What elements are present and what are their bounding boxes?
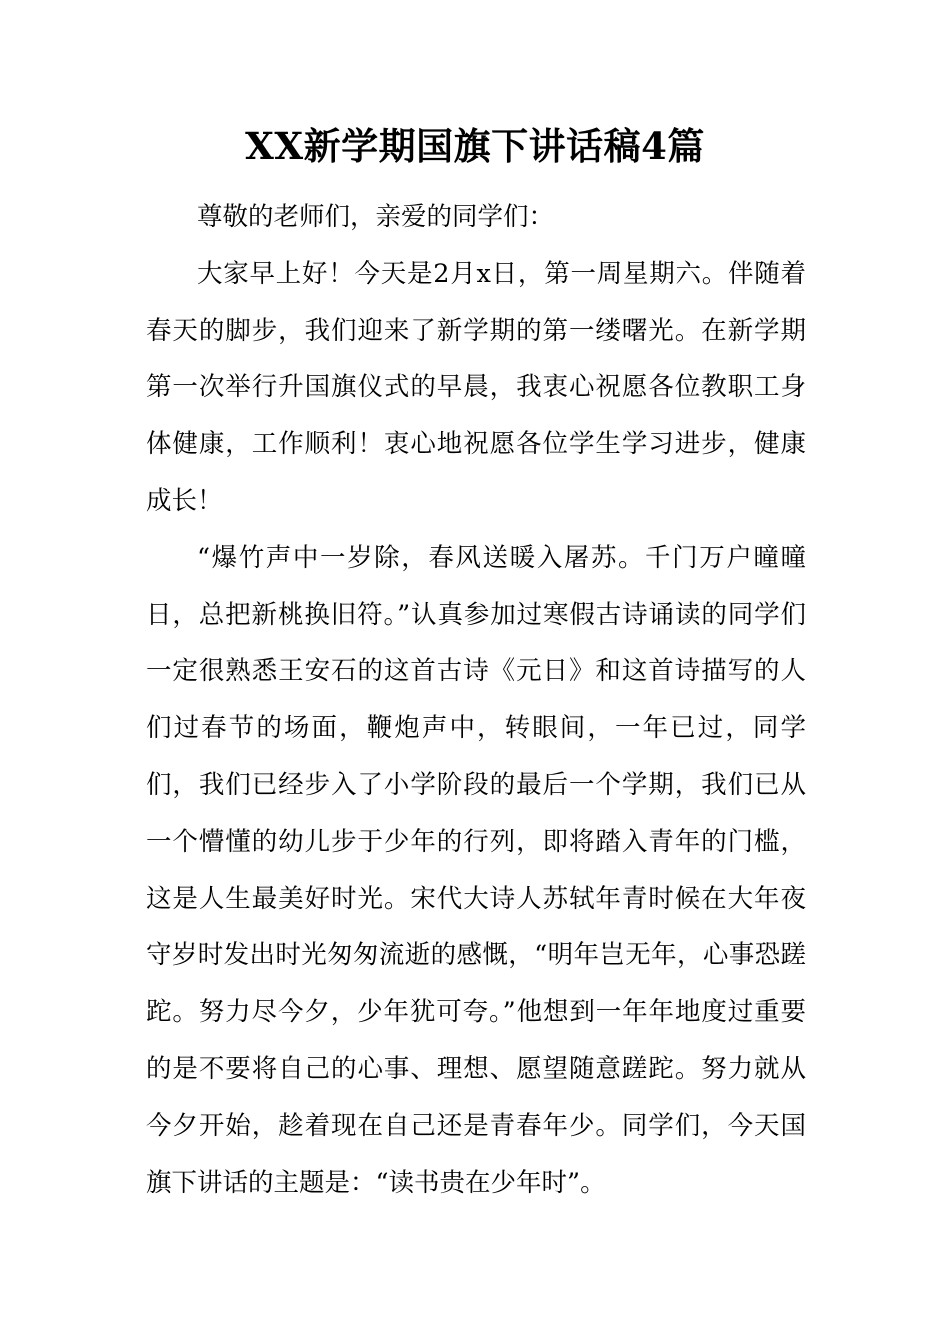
document-body <box>146 189 806 1211</box>
salutation-paragraph: 尊敬的老师们，亲爱的同学们： <box>197 202 555 232</box>
document-title: XX新学期国旗下讲话稿4篇 <box>245 124 705 168</box>
greeting-paragraph: 大家早上好！今天是2月x日，第一周星期六。伴随着春天的脚步，我们迎来了新学期的第一缕曙光。在新学期第一次举行升国旗仪式的早晨，我衷心祝愿各位教职工身体健康，工作顺利！衷心地祝愿各位学生学习进步，健康成长！ <box>146 258 806 516</box>
poem-paragraph: “爆竹声中一岁除，春风送暖入屠苏。千门万户曈曈日，总把新桃换旧符。”认真参加过寒假古诗诵读的同学们一定很熟悉王安石的这首古诗《元日》和这首诗描写的人们过春节的场面，鞭炮声中，转眼间，一年已过，同学们，我们已经步入了小学阶段的最后一个学期，我们已从一个懵懂的幼儿步于少年的行列，即将踏入青年的门槛，这是人生最美好时光。宋代大诗人苏轼年青时候在大年夜守岁时发出时光匆匆流逝的感慨，“明年岂无年，心事恐蹉跎。努力尽今夕，少年犹可夸。”他想到一年年地度过重要的是不要将自己的心事、理想、愿望随意蹉跎。努力就从今夕开始，趁着现在自己还是青春年少。同学们，今天国旗下讲话的主题是：“读书贵在少年时”。 <box>146 542 806 1198</box>
